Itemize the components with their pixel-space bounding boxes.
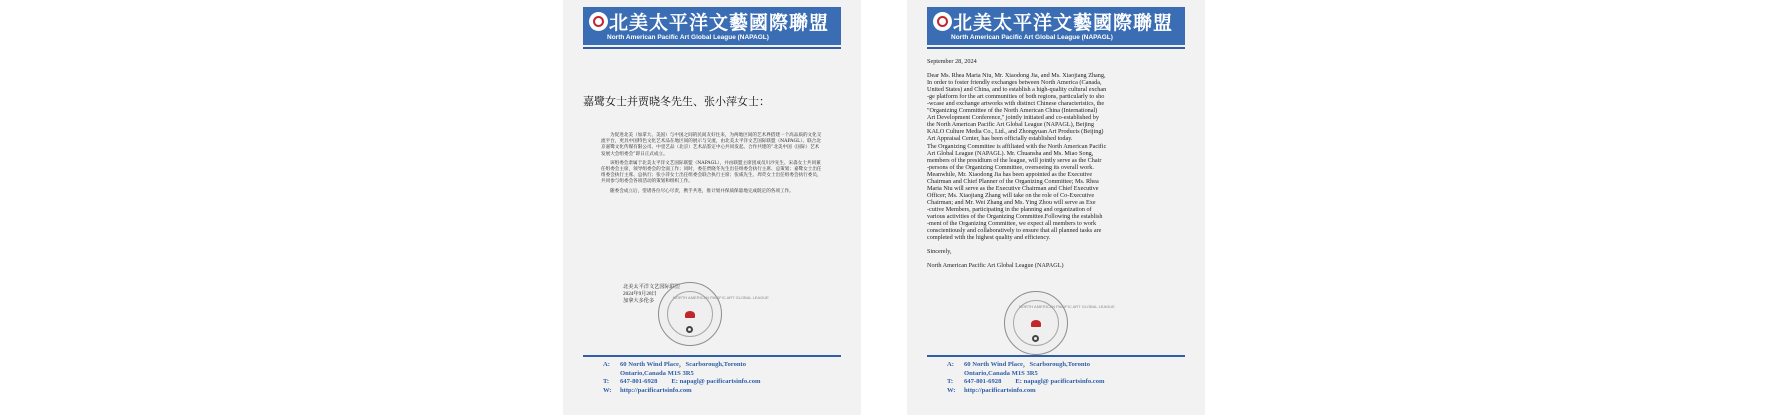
body-line: United States) and China, and to establish a high-quality cultural exchan — [927, 86, 1107, 94]
phone-number: 647-801-6928 — [964, 378, 1002, 386]
letter-date: September 28, 2024 — [927, 58, 977, 65]
body-line: Chairman and Chief Planner of the Organizing Committee; Ms. Rhea — [927, 177, 1099, 185]
letter-page-english — [907, 0, 1205, 415]
seal-emblem-icon — [1032, 335, 1039, 342]
official-seal-stamp — [658, 282, 769, 346]
letter-body — [601, 133, 823, 198]
signature-org: North American Pacific Art Global League (NAPAGL) — [927, 262, 1064, 270]
body-line: members of the presidium of the league, will jointly serve as the Chair — [927, 156, 1102, 164]
body-line: -cutive Members, participating in the planning and organization of — [927, 205, 1092, 213]
body-line: KALO Culture Media Co., Ltd., and Zhongyuan Art Products (Beijing) — [927, 128, 1104, 136]
body-line: Art Appraisal Center, has been officially established today. — [927, 135, 1073, 143]
website-link[interactable]: http://pacificartsinfo.com — [964, 386, 1036, 394]
league-logo-icon — [933, 12, 952, 31]
address-line2: Ontario,Canada M1S 3R5 — [964, 369, 1038, 377]
maple-leaf-icon — [685, 311, 695, 318]
body-line: Chairman; and Mr. Wei Zhang and Ms. Ying Zhou will serve as Exe — [927, 198, 1096, 206]
body-line: various activities of the Organizing Committee.Following the establish — [927, 212, 1103, 220]
letterhead-title-zh: 北美太平洋文藝國際聯盟 — [609, 12, 830, 34]
body-paragraph: 为促进北美（加拿大、美国）与中国之间的民间友好往来，为两地区间的艺术界搭建一个高品质的文化交流平台，更具中国特色文化艺术品在地区间的展示与交流，由北美太平洋文艺国际联盟（NAPAGL）、联合北京嘉鹭文化传媒有限公司、中壹艺品（北京）艺术品鉴定中心共同发起、合作共建的“北美中国（国际）艺术发展大会组委会”即日正式成立。 — [601, 133, 822, 157]
footer-divider — [583, 355, 841, 357]
body-line: Dear Ms. Rhea Maria Niu, Mr. Xiaodong Jia, and Ms. Xiaojiang Zhang, — [927, 72, 1106, 80]
body-line: the North American Pacific Art Global League (NAPAGL), Beijing — [927, 121, 1094, 129]
letter-body — [927, 58, 1189, 269]
salutation: 嘉鹭女士并贾晓冬先生、张小萍女士： — [583, 96, 770, 108]
body-line: Maria Niu will serve as the Executive Chairman and Chief Executive — [927, 184, 1099, 192]
address-line1: 60 North Wind Place，Scarborough,Toronto — [964, 361, 1091, 368]
body-paragraph: 随委会成立后，望诸各位尽心尽责，携手共进，推计划并保质保量地完成既定的各项工作。 — [610, 188, 794, 194]
body-line: Art Global League (NAPAGL). Mr. Chuansha and Ms. Miao Song, — [927, 149, 1094, 157]
seal-emblem-icon — [686, 326, 693, 333]
body-line: "Organizing Committee of the North American China (International) — [927, 107, 1098, 115]
letterhead-banner — [927, 7, 1185, 45]
email-link[interactable]: napagl@ pacificartsinfo.com — [679, 378, 761, 386]
seal-text: NORTH AMERICAN PACIFIC ART GLOBAL LEAGUE — [673, 295, 769, 300]
website-link[interactable]: http://pacificartsinfo.com — [620, 386, 692, 394]
address-line1: 60 North Wind Place，Scarborough,Toronto — [620, 361, 747, 368]
body-line: The Organizing Committee is affiliated with the North American Pacific — [927, 142, 1107, 150]
header-divider — [927, 47, 1185, 49]
body-line: Meanwhile, Mr. Xiaodong Jia has been appointed as the Executive — [927, 170, 1093, 178]
body-line: -ge platform for the art communities of both regions, particularly to sho — [927, 93, 1105, 101]
contact-block: A: 60 North Wind Place，Scarborough,Toronto Ontario,Canada M1S 3R5 T: 647-801-6928 E: napagl@ pacificartsinfo.com W: http://pacificartsinfo.com — [947, 361, 1105, 394]
letter-page-chinese — [563, 0, 861, 415]
letterhead-title-zh: 北美太平洋文藝國際聯盟 — [953, 12, 1174, 34]
maple-leaf-icon — [1031, 320, 1041, 327]
signature-date: 2024年9月28日 — [623, 291, 657, 297]
body-line: -persons of the Organizing Committee, overseeing its overall work. — [927, 163, 1094, 171]
league-logo-icon — [589, 12, 608, 31]
letterhead-banner — [583, 7, 841, 45]
body-line: -ment of the Organizing Committee, we expect all members to work — [927, 220, 1097, 228]
header-divider — [583, 47, 841, 49]
official-seal-stamp — [1004, 291, 1115, 355]
email-link[interactable]: napagl@ pacificartsinfo.com — [1023, 378, 1105, 386]
letterhead-title-en: North American Pacific Art Global League (NAPAGL) — [607, 34, 769, 41]
signature-org: 北美太平洋文艺国际联盟 — [623, 284, 681, 290]
closing: Sincerely, — [927, 248, 952, 256]
signature-location: 加拿大多伦多 — [623, 298, 655, 304]
address-line2: Ontario,Canada M1S 3R5 — [620, 369, 694, 377]
seal-text: NORTH AMERICAN PACIFIC ART GLOBAL LEAGUE — [1019, 304, 1115, 309]
body-line: completed with the highest quality and efficiency. — [927, 234, 1051, 242]
body-line: In order to foster friendly exchanges between North America (Canada, — [927, 79, 1102, 87]
contact-block: A: 60 North Wind Place，Scarborough,Toronto Ontario,Canada M1S 3R5 T: 647-801-6928 E: napagl@ pacificartsinfo.com W: http://pacificartsinfo.com — [603, 361, 761, 394]
body-line: -wcase and exchange artworks with distinct Chinese characteristics, the — [927, 100, 1105, 108]
phone-number: 647-801-6928 — [620, 378, 658, 386]
body-line: Officer; Ms. Xiaojiang Zhang will take on the role of Co-Executive — [927, 191, 1095, 199]
body-paragraph: 该组委会隶属于北美太平洋文艺国际联盟（NAPAGL），并由联盟主席团成员川沙先生、宋淼女士共同兼任组委会主席，领导组委会的全面工作；同时，委任贾晓冬先生出任组委会执行主席、总策划；嘉鹭女士出任组委会执行主席、总执行；张小萍女士出任组委会联合执行主席；张威先生、周荧女士出任组委会执行委员，共同参与组委会各项活动的策划和组织工作。 — [601, 160, 822, 185]
body-line: conscientiously and collaboratively to ensure that all planned tasks are — [927, 227, 1102, 235]
letterhead-title-en: North American Pacific Art Global League (NAPAGL) — [951, 34, 1113, 41]
body-line: Art Development Conference," jointly initiated and co-established by — [927, 114, 1099, 122]
footer-divider — [927, 355, 1185, 357]
